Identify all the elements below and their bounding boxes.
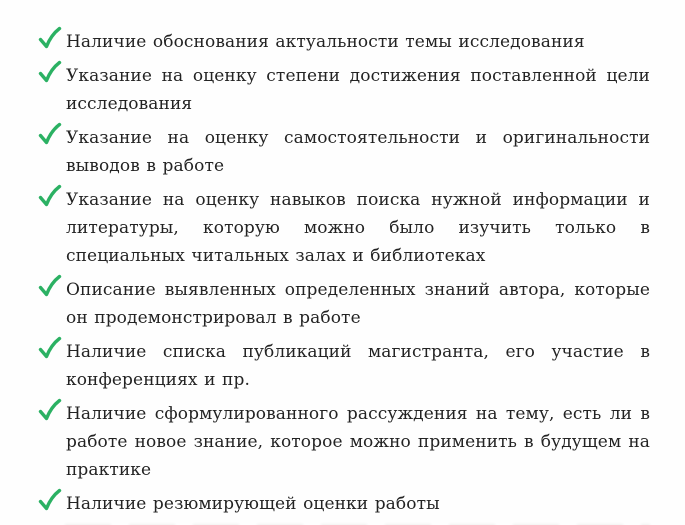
check-icon <box>38 335 62 361</box>
checklist-item-text: Указание на оценку степени достижения поставленной цели исследования <box>66 66 650 114</box>
checklist-item <box>38 28 650 56</box>
checklist-item <box>38 124 650 180</box>
checklist-item <box>38 490 650 518</box>
checklist-item-text: Наличие обоснования актуальности темы исследования <box>66 32 585 52</box>
check-icon <box>38 183 62 209</box>
check-icon <box>38 487 62 513</box>
check-icon <box>38 273 62 299</box>
checklist-item-text: Указание на оценку навыков поиска нужной информации и литературы, которую можно было изучить только в специальных читальных залах и библиотеках <box>66 190 650 266</box>
checklist-item <box>38 400 650 484</box>
checklist-item-text: Наличие резюмирующей оценки работы <box>66 494 440 514</box>
checklist-item <box>38 186 650 270</box>
checklist-item-text: Наличие списка публикаций магистранта, его участие в конференциях и пр. <box>66 342 650 390</box>
check-icon <box>38 121 62 147</box>
check-icon <box>38 397 62 423</box>
checklist-item-text: Наличие сформулированного рассуждения на тему, есть ли в работе новое знание, которое можно применить в будущем на практике <box>66 404 650 480</box>
checklist-item <box>38 276 650 332</box>
check-icon <box>38 25 62 51</box>
checklist-item <box>38 62 650 118</box>
checklist <box>38 28 650 525</box>
check-icon <box>38 59 62 85</box>
checklist-item-text: Описание выявленных определенных знаний автора, которые он продемонстрировал в работе <box>66 280 650 328</box>
checklist-item-text: Указание на оценку самостоятельности и оригинальности выводов в работе <box>66 128 650 176</box>
checklist-item <box>38 338 650 394</box>
